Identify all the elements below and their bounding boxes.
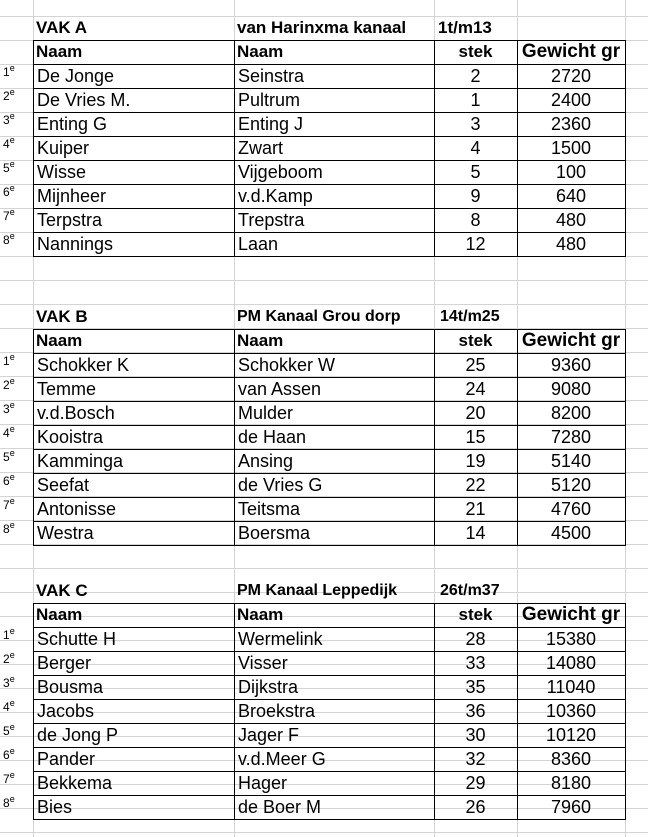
- cell-naam[interactable]: Berger: [37, 653, 92, 673]
- rank-number: 3: [3, 402, 10, 416]
- rank-suffix: e: [9, 650, 15, 660]
- cell-naam[interactable]: Bies: [37, 797, 73, 817]
- rank-suffix: e: [9, 746, 15, 756]
- cell-gewicht[interactable]: 2360: [550, 114, 592, 134]
- cell-naam-partner[interactable]: Visser: [238, 653, 288, 673]
- cell-gewicht[interactable]: 4760: [550, 499, 592, 519]
- rank-suffix: e: [9, 87, 15, 97]
- table-border: [234, 603, 235, 819]
- cell-naam-partner[interactable]: Boersma: [238, 523, 311, 543]
- cell-stek[interactable]: 14: [465, 523, 486, 543]
- rank-suffix: e: [9, 207, 15, 217]
- section-range[interactable]: 1t/m13: [438, 18, 492, 37]
- rank-label[interactable]: [3, 373, 15, 397]
- rank-number: 8: [3, 796, 10, 810]
- cell-naam-partner[interactable]: van Assen: [238, 379, 322, 399]
- cell-gewicht[interactable]: 640: [555, 186, 587, 206]
- table-border: [33, 232, 626, 233]
- cell-stek[interactable]: 9: [470, 186, 481, 206]
- rank-number: 5: [3, 161, 10, 175]
- header-naam-partner[interactable]: Naam: [237, 331, 284, 350]
- rank-label[interactable]: [3, 132, 15, 156]
- cell-gewicht[interactable]: 10120: [545, 725, 597, 745]
- rank-number: 4: [3, 137, 10, 151]
- table-border: [625, 329, 626, 545]
- cell-naam[interactable]: Terpstra: [37, 210, 103, 230]
- cell-stek[interactable]: 12: [465, 234, 486, 254]
- table-border: [33, 795, 626, 796]
- header-naam[interactable]: Naam: [36, 331, 83, 350]
- rank-label[interactable]: [3, 421, 15, 445]
- cell-stek[interactable]: 35: [465, 677, 486, 697]
- cell-naam[interactable]: Kuiper: [37, 138, 90, 158]
- cell-gewicht[interactable]: 15380: [545, 629, 597, 649]
- rank-label[interactable]: [3, 743, 15, 767]
- rank-suffix: e: [9, 231, 15, 241]
- rank-label[interactable]: [3, 493, 15, 517]
- rank-label[interactable]: [3, 228, 15, 252]
- rank-label[interactable]: [3, 695, 15, 719]
- rank-number: 6: [3, 185, 10, 199]
- section-range[interactable]: 26t/m37: [440, 582, 500, 599]
- table-border: [434, 603, 435, 819]
- table-border: [33, 112, 626, 113]
- table-border: [33, 603, 34, 819]
- rank-number: 4: [3, 700, 10, 714]
- rank-suffix: e: [9, 794, 15, 804]
- cell-stek[interactable]: 33: [465, 653, 486, 673]
- cell-naam-partner[interactable]: de Haan: [238, 427, 307, 447]
- cell-gewicht[interactable]: 9080: [550, 379, 592, 399]
- cell-naam[interactable]: de Jong P: [37, 725, 119, 745]
- header-gewicht[interactable]: Gewicht gr: [521, 604, 621, 625]
- cell-naam[interactable]: De Jonge: [37, 66, 115, 86]
- cell-stek[interactable]: 21: [465, 499, 486, 519]
- rank-label[interactable]: [3, 204, 15, 228]
- rank-suffix: e: [9, 520, 15, 530]
- table-border: [33, 675, 626, 676]
- rank-label[interactable]: [3, 60, 15, 84]
- cell-stek[interactable]: 5: [470, 162, 481, 182]
- cell-naam-partner[interactable]: Schokker W: [238, 355, 336, 375]
- rank-number: 7: [3, 772, 10, 786]
- rank-label[interactable]: [3, 349, 15, 373]
- cell-gewicht[interactable]: 14080: [545, 653, 597, 673]
- section-location[interactable]: PM Kanaal Leppedijk: [237, 582, 398, 599]
- table-border: [33, 747, 626, 748]
- table-border: [33, 329, 34, 545]
- table-border: [33, 699, 626, 700]
- rank-number: 1: [3, 65, 10, 79]
- rank-number: 1: [3, 628, 10, 642]
- cell-gewicht[interactable]: 480: [555, 210, 587, 230]
- table-border: [33, 425, 626, 426]
- rank-suffix: e: [9, 698, 15, 708]
- cell-naam-partner[interactable]: de Vries G: [238, 475, 323, 495]
- cell-naam-partner[interactable]: Trepstra: [238, 210, 305, 230]
- rank-suffix: e: [9, 472, 15, 482]
- header-stek[interactable]: stek: [458, 42, 493, 61]
- table-border: [33, 497, 626, 498]
- table-border: [33, 627, 626, 628]
- section-range[interactable]: 14t/m25: [440, 308, 500, 325]
- rank-number: 4: [3, 426, 10, 440]
- rank-number: 8: [3, 233, 10, 247]
- cell-stek[interactable]: 30: [465, 725, 486, 745]
- cell-naam-partner[interactable]: Pultrum: [238, 90, 301, 110]
- table-border: [33, 651, 626, 652]
- cell-naam[interactable]: Westra: [37, 523, 94, 543]
- rank-suffix: e: [9, 159, 15, 169]
- cell-gewicht[interactable]: 480: [555, 234, 587, 254]
- table-border: [517, 603, 518, 819]
- rank-number: 6: [3, 748, 10, 762]
- cell-stek[interactable]: 29: [465, 773, 486, 793]
- rank-label[interactable]: [3, 156, 15, 180]
- rank-number: 7: [3, 498, 10, 512]
- rank-number: 5: [3, 450, 10, 464]
- cell-naam[interactable]: Enting G: [37, 114, 108, 134]
- cell-naam[interactable]: Temme: [37, 379, 97, 399]
- cell-naam[interactable]: Bekkema: [37, 773, 113, 793]
- rank-suffix: e: [9, 626, 15, 636]
- cell-stek[interactable]: 32: [465, 749, 486, 769]
- table-border: [434, 40, 435, 256]
- rank-suffix: e: [9, 674, 15, 684]
- cell-gewicht[interactable]: 2400: [550, 90, 592, 110]
- cell-naam[interactable]: De Vries M.: [37, 90, 131, 110]
- rank-number: 5: [3, 724, 10, 738]
- gridline-horizontal: [0, 280, 648, 281]
- rank-number: 2: [3, 378, 10, 392]
- cell-stek[interactable]: 36: [465, 701, 486, 721]
- table-border: [33, 40, 34, 256]
- cell-stek[interactable]: 22: [465, 475, 486, 495]
- header-stek[interactable]: stek: [458, 605, 493, 624]
- cell-stek[interactable]: 26: [465, 797, 486, 817]
- cell-naam-partner[interactable]: v.d.Kamp: [238, 186, 313, 206]
- cell-naam-partner[interactable]: Vijgeboom: [238, 162, 323, 182]
- cell-stek[interactable]: 1: [470, 90, 481, 110]
- header-gewicht[interactable]: Gewicht gr: [521, 41, 621, 62]
- rank-number: 3: [3, 676, 10, 690]
- table-border: [517, 40, 518, 256]
- cell-stek[interactable]: 3: [470, 114, 481, 134]
- cell-naam-partner[interactable]: Laan: [238, 234, 279, 254]
- cell-naam[interactable]: Bousma: [37, 677, 104, 697]
- cell-naam[interactable]: Pander: [37, 749, 96, 769]
- section-title-vak-c[interactable]: VAK C: [36, 581, 88, 600]
- rank-suffix: e: [9, 63, 15, 73]
- cell-stek[interactable]: 8: [470, 210, 481, 230]
- cell-naam[interactable]: v.d.Bosch: [37, 403, 115, 423]
- cell-gewicht[interactable]: 8180: [550, 773, 592, 793]
- table-border: [33, 819, 626, 820]
- rank-number: 6: [3, 474, 10, 488]
- rank-suffix: e: [9, 770, 15, 780]
- section-title-vak-a[interactable]: VAK A: [36, 18, 87, 37]
- rank-suffix: e: [9, 400, 15, 410]
- table-border: [33, 208, 626, 209]
- cell-gewicht[interactable]: 7280: [550, 427, 592, 447]
- rank-label[interactable]: [3, 397, 15, 421]
- table-border: [33, 545, 626, 546]
- rank-suffix: e: [9, 111, 15, 121]
- rank-label[interactable]: [3, 180, 15, 204]
- rank-label[interactable]: [3, 445, 15, 469]
- rank-label[interactable]: [3, 719, 15, 743]
- cell-gewicht[interactable]: 8360: [550, 749, 592, 769]
- table-border: [517, 329, 518, 545]
- cell-gewicht[interactable]: 5140: [550, 451, 592, 471]
- cell-naam[interactable]: Kamminga: [37, 451, 124, 471]
- cell-naam[interactable]: Jacobs: [37, 701, 95, 721]
- rank-label[interactable]: [3, 671, 15, 695]
- cell-naam[interactable]: Wisse: [37, 162, 86, 182]
- cell-stek[interactable]: 24: [465, 379, 486, 399]
- cell-naam-partner[interactable]: Seinstra: [238, 66, 305, 86]
- table-border: [33, 723, 626, 724]
- rank-number: 1: [3, 354, 10, 368]
- table-border: [33, 256, 626, 257]
- cell-gewicht[interactable]: 10360: [545, 701, 597, 721]
- gridline-horizontal: [0, 568, 648, 569]
- rank-label[interactable]: [3, 517, 15, 541]
- table-border: [33, 377, 626, 378]
- cell-gewicht[interactable]: 4500: [550, 523, 592, 543]
- header-stek[interactable]: stek: [458, 331, 493, 350]
- cell-stek[interactable]: 19: [465, 451, 486, 471]
- cell-gewicht[interactable]: 7960: [550, 797, 592, 817]
- cell-naam-partner[interactable]: Zwart: [238, 138, 283, 158]
- gridline-horizontal: [0, 832, 648, 833]
- cell-naam-partner[interactable]: Broekstra: [238, 701, 316, 721]
- table-border: [234, 40, 235, 256]
- table-border: [33, 184, 626, 185]
- cell-naam-partner[interactable]: de Boer M: [238, 797, 322, 817]
- cell-naam-partner[interactable]: Enting J: [238, 114, 304, 134]
- header-naam-partner[interactable]: Naam: [237, 605, 284, 624]
- section-location[interactable]: PM Kanaal Grou dorp: [237, 308, 401, 325]
- table-border: [33, 353, 626, 354]
- header-naam[interactable]: Naam: [36, 42, 83, 61]
- rank-label[interactable]: [3, 767, 15, 791]
- table-border: [33, 64, 626, 65]
- cell-naam-partner[interactable]: Ansing: [238, 451, 294, 471]
- cell-stek[interactable]: 4: [470, 138, 481, 158]
- rank-number: 2: [3, 652, 10, 666]
- cell-naam-partner[interactable]: v.d.Meer G: [238, 749, 326, 769]
- header-naam-partner[interactable]: Naam: [237, 42, 284, 61]
- section-title-vak-b[interactable]: VAK B: [36, 307, 88, 326]
- table-border: [625, 603, 626, 819]
- rank-label[interactable]: [3, 469, 15, 493]
- table-border: [33, 40, 626, 41]
- table-border: [434, 329, 435, 545]
- rank-number: 3: [3, 113, 10, 127]
- table-border: [33, 160, 626, 161]
- header-gewicht[interactable]: Gewicht gr: [521, 330, 621, 351]
- table-border: [33, 401, 626, 402]
- rank-label[interactable]: [3, 84, 15, 108]
- rank-suffix: e: [9, 424, 15, 434]
- cell-naam[interactable]: Kooistra: [37, 427, 104, 447]
- cell-gewicht[interactable]: 2720: [550, 66, 592, 86]
- rank-label[interactable]: [3, 108, 15, 132]
- cell-gewicht[interactable]: 100: [555, 162, 587, 182]
- cell-gewicht[interactable]: 5120: [550, 475, 592, 495]
- cell-gewicht[interactable]: 11040: [546, 677, 596, 697]
- cell-stek[interactable]: 15: [465, 427, 486, 447]
- rank-suffix: e: [9, 352, 15, 362]
- table-border: [625, 40, 626, 256]
- cell-naam-partner[interactable]: Dijkstra: [238, 677, 299, 697]
- rank-suffix: e: [9, 496, 15, 506]
- rank-suffix: e: [9, 376, 15, 386]
- cell-naam[interactable]: Schokker K: [37, 355, 130, 375]
- cell-gewicht[interactable]: 9360: [550, 355, 592, 375]
- rank-suffix: e: [9, 448, 15, 458]
- cell-stek[interactable]: 25: [465, 355, 486, 375]
- table-border: [33, 603, 626, 604]
- cell-gewicht[interactable]: 8200: [550, 403, 592, 423]
- cell-naam[interactable]: Schutte H: [37, 629, 117, 649]
- cell-naam-partner[interactable]: Wermelink: [238, 629, 323, 649]
- table-border: [33, 771, 626, 772]
- cell-stek[interactable]: 2: [470, 66, 481, 86]
- table-border: [33, 88, 626, 89]
- cell-naam[interactable]: Nannings: [37, 234, 114, 254]
- table-border: [33, 473, 626, 474]
- cell-stek[interactable]: 20: [465, 403, 486, 423]
- rank-number: 8: [3, 522, 10, 536]
- table-border: [33, 136, 626, 137]
- rank-suffix: e: [9, 135, 15, 145]
- rank-suffix: e: [9, 722, 15, 732]
- cell-naam[interactable]: Mijnheer: [37, 186, 107, 206]
- cell-naam[interactable]: Seefat: [37, 475, 90, 495]
- rank-suffix: e: [9, 183, 15, 193]
- header-naam[interactable]: Naam: [36, 605, 83, 624]
- rank-label[interactable]: [3, 791, 15, 815]
- cell-naam-partner[interactable]: Jager F: [238, 725, 300, 745]
- rank-number: 7: [3, 209, 10, 223]
- rank-label[interactable]: [3, 623, 15, 647]
- cell-stek[interactable]: 28: [465, 629, 486, 649]
- table-border: [33, 521, 626, 522]
- cell-naam-partner[interactable]: Mulder: [238, 403, 294, 423]
- cell-naam-partner[interactable]: Teitsma: [238, 499, 301, 519]
- rank-label[interactable]: [3, 647, 15, 671]
- cell-naam[interactable]: Antonisse: [37, 499, 117, 519]
- table-border: [33, 329, 626, 330]
- section-location[interactable]: van Harinxma kanaal: [237, 18, 407, 37]
- table-border: [234, 329, 235, 545]
- rank-number: 2: [3, 89, 10, 103]
- cell-gewicht[interactable]: 1500: [550, 138, 592, 158]
- table-border: [33, 449, 626, 450]
- cell-naam-partner[interactable]: Hager: [238, 773, 288, 793]
